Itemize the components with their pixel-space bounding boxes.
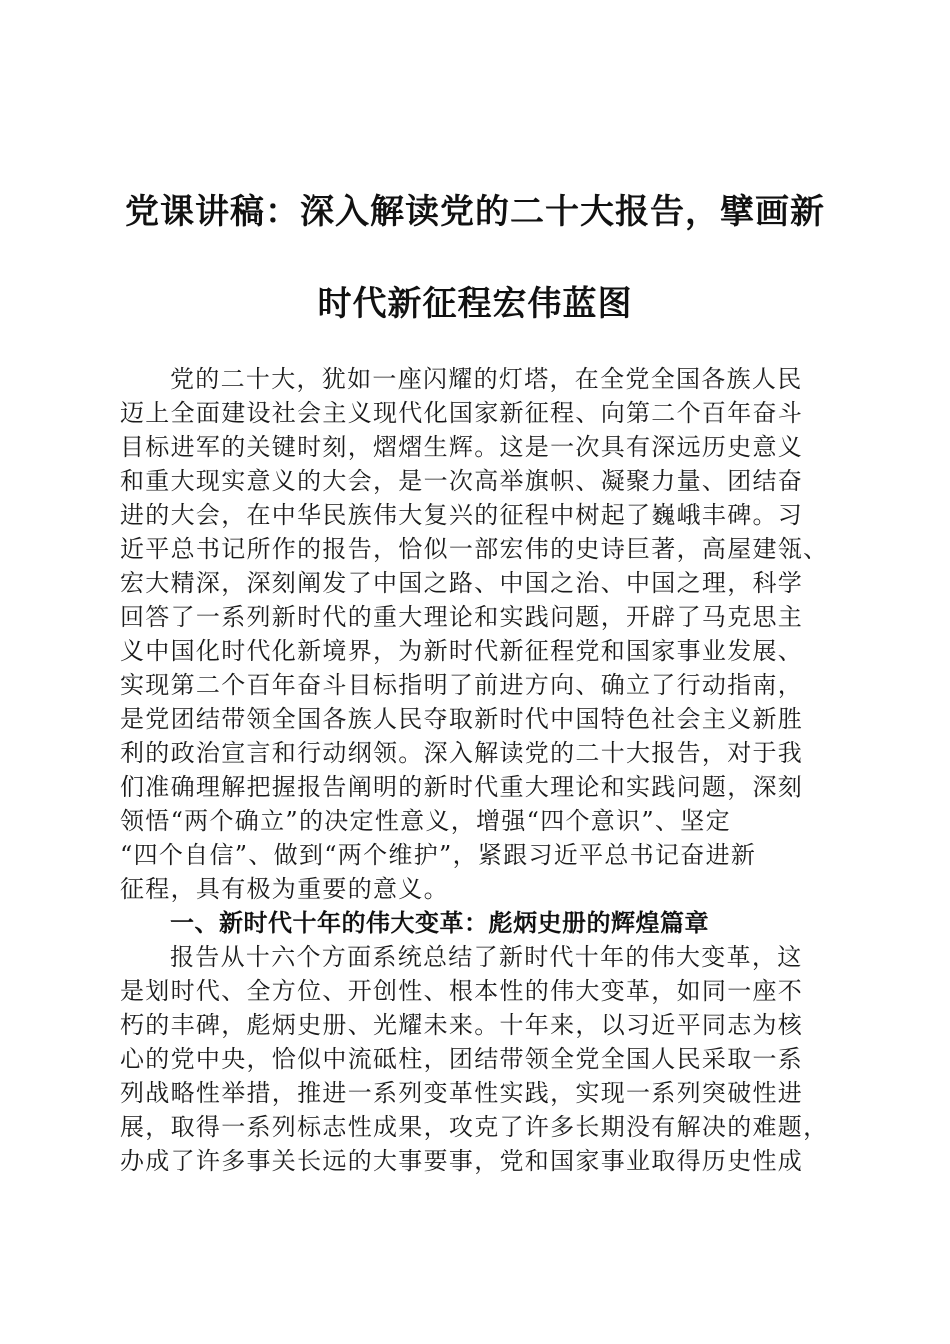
paragraph-line: 心的党中央，恰似中流砥柱，团结带领全党全国人民采取一系 — [120, 1045, 804, 1073]
document-title — [100, 166, 850, 350]
paragraph-2 — [120, 940, 830, 1178]
paragraph-line: 展，取得一系列标志性成果，攻克了许多长期没有解决的难题， — [120, 1113, 829, 1141]
paragraph-line: 目标进军的关键时刻，熠熠生辉。这是一次具有深远历史意义 — [120, 433, 804, 461]
paragraph-line: 领悟“两个确立”的决定性意义，增强“四个意识”、坚定 — [120, 807, 731, 835]
paragraph-line: 义中国化时代化新境界，为新时代新征程党和国家事业发展、 — [120, 637, 804, 665]
title-line-2: 时代新征程宏伟蓝图 — [317, 284, 633, 324]
paragraph-line: “四个自信”、做到“两个维护”，紧跟习近平总书记奋进新 — [120, 841, 757, 869]
paragraph-line: 列战略性举措，推进一系列变革性实践，实现一系列突破性进 — [120, 1079, 804, 1107]
title-line-1: 党课讲稿：深入解读党的二十大报告，擘画新 — [125, 192, 825, 232]
paragraph-1 — [120, 362, 830, 906]
paragraph-line: 征程，具有极为重要的意义。 — [120, 875, 449, 903]
paragraph-line: 利的政治宣言和行动纲领。深入解读党的二十大报告，对于我 — [120, 739, 804, 767]
section-heading-1: 一、新时代十年的伟大变革：彪炳史册的辉煌篇章 — [170, 909, 709, 937]
paragraph-line: 朽的丰碑，彪炳史册、光耀未来。十年来，以习近平同志为核 — [120, 1011, 804, 1039]
paragraph-line: 是划时代、全方位、开创性、根本性的伟大变革，如同一座不 — [120, 977, 804, 1005]
paragraph-line: 们准确理解把握报告阐明的新时代重大理论和实践问题，深刻 — [120, 773, 804, 801]
paragraph-line: 回答了一系列新时代的重大理论和实践问题，开辟了马克思主 — [120, 603, 804, 631]
paragraph-line: 办成了许多事关长远的大事要事，党和国家事业取得历史性成 — [120, 1147, 804, 1175]
paragraph-line: 实现第二个百年奋斗目标指明了前进方向、确立了行动指南， — [120, 671, 804, 699]
paragraph-line: 进的大会，在中华民族伟大复兴的征程中树起了巍峨丰碑。习 — [120, 501, 804, 529]
paragraph-line: 宏大精深，深刻阐发了中国之路、中国之治、中国之理，科学 — [120, 569, 804, 597]
paragraph-line: 是党团结带领全国各族人民夺取新时代中国特色社会主义新胜 — [120, 705, 804, 733]
paragraph-line: 党的二十大，犹如一座闪耀的灯塔，在全党全国各族人民 — [170, 365, 803, 393]
body-content — [120, 362, 830, 1178]
paragraph-line: 报告从十六个方面系统总结了新时代十年的伟大变革，这 — [170, 943, 803, 971]
paragraph-line: 迈上全面建设社会主义现代化国家新征程、向第二个百年奋斗 — [120, 399, 804, 427]
paragraph-line: 近平总书记所作的报告，恰似一部宏伟的史诗巨著，高屋建瓴、 — [120, 535, 829, 563]
paragraph-line: 和重大现实意义的大会，是一次高举旗帜、凝聚力量、团结奋 — [120, 467, 804, 495]
